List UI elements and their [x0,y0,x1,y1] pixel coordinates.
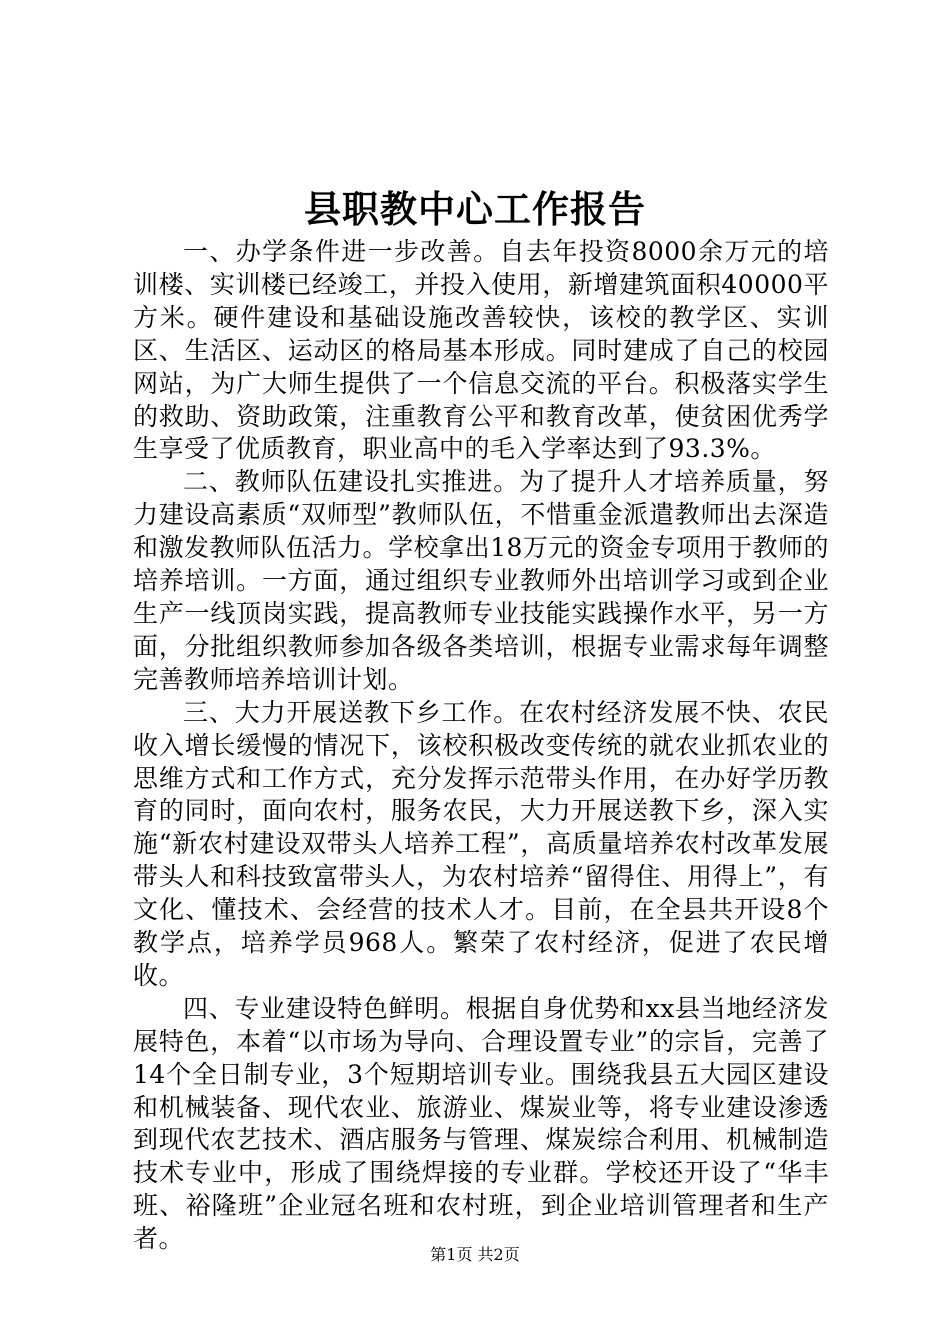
paragraph-2: 二、教师队伍建设扎实推进。为了提升人才培养质量，努力建设高素质“双师型”教师队伍，不惜重金派遣教师出去深造和激发教师队伍活力。学校拿出18万元的资金专项用于教师的培养培训。一方面，通过组织专业教师外出培训学习或到企业生产一线顶岗实践，提高教师专业技能实践操作水平，另一方面，分批组织教师参加各级各类培训，根据专业需求每年调整完善教师培养培训计划。 [133,467,829,694]
paragraph-1: 一、办学条件进一步改善。自去年投资8000余万元的培训楼、实训楼已经竣工，并投入使用，新增建筑面积40000平方米。硬件建设和基础设施改善较快，该校的教学区、实训区、生活区、运动区的格局基本形成。同时建成了自己的校园网站，为广大师生提供了一个信息交流的平台。积极落实学生的救助、资助政策，注重教育公平和教育改革，使贫困优秀学生享受了优质教育，职业高中的毛入学率达到了93.3%。 [133,237,829,464]
paragraph-4: 四、专业建设特色鲜明。根据自身优势和xx县当地经济发展特色，本着“以市场为导向、合理设置专业”的宗旨，完善了14个全日制专业，3个短期培训专业。围绕我县五大园区建设和机械装备、现代农业、旅游业、煤炭业等，将专业建设渗透到现代农艺技术、酒店服务与管理、煤炭综合利用、机械制造技术专业中，形成了围绕焊接的专业群。学校还开设了“华丰班、裕隆班”企业冠名班和农村班，到企业培训管理者和生产者。 [133,993,829,1254]
page-number-footer: 第1页 共2页 [430,1245,520,1264]
document-body [133,236,829,1256]
paragraph-3: 三、大力开展送教下乡工作。在农村经济发展不快、农民收入增长缓慢的情况下，该校积极改变传统的就农业抓农业的思维方式和工作方式，充分发挥示范带头作用，在办好学历教育的同时，面向农村，服务农民，大力开展送教下乡，深入实施“新农村建设双带头人培养工程”，高质量培养农村改革发展带头人和科技致富带头人，为农村培养“留得住、用得上”，有文化、懂技术、会经营的技术人才。目前，在全县共开设8个教学点，培养学员968人。繁荣了农村经济，促进了农民增收。 [133,697,829,990]
document-title: 县职教中心工作报告 [304,187,646,231]
